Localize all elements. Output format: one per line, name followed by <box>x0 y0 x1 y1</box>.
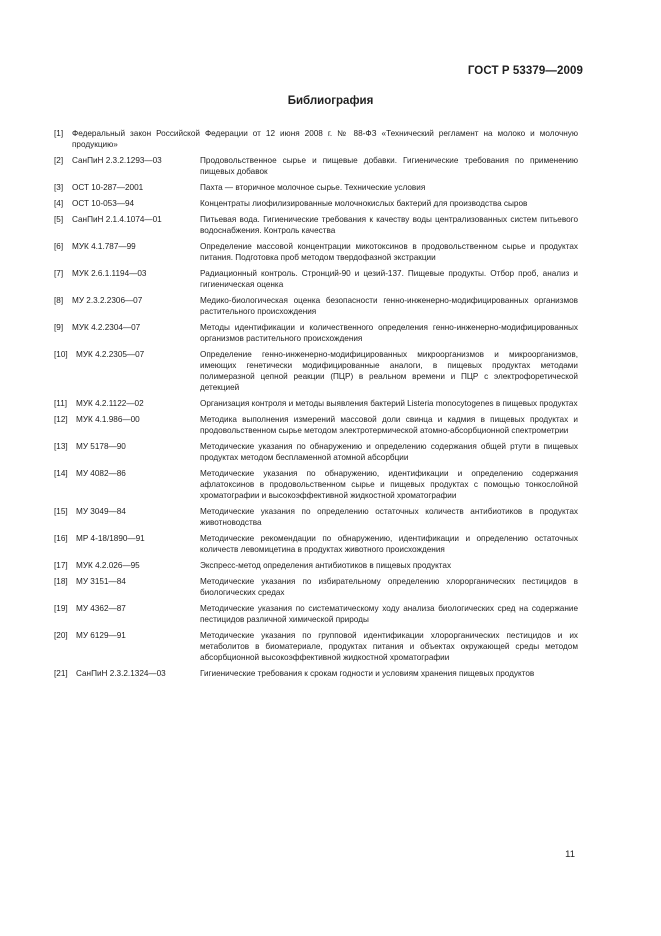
standard-designation: ГОСТ Р 53379—2009 <box>467 65 583 77</box>
entry-text: Радиационный контроль. Стронций-90 и цезий-137. Пищевые продукты. Отбор проб, анализ и гигиеническая оценка <box>200 268 578 289</box>
entry-number: [3] <box>54 183 64 192</box>
entry-number: [11] <box>54 399 68 408</box>
bibliography-entry <box>54 398 578 409</box>
entry-text: Методы идентификации и количественного определения генно-инженерно-модифицированных организмов растительного происхождения <box>200 322 578 343</box>
entry-text: Методика выполнения измерений массовой доли свинца и кадмия в пищевых продуктах и продовольственном сырье методом электротермической атомно-абсорбционной спектрометрии <box>200 414 578 435</box>
entry-number: [13] <box>54 441 68 451</box>
entry-document-code: МУ 5178—90 <box>76 441 126 451</box>
entry-text: Методические указания по групповой идентификации хлорорганических пестицидов и их метаболитов в биоматериале, продуктах питания и объектах окружающей среды методом абсорбционной высокоэффективной жидкостной хроматографии <box>200 630 578 663</box>
bibliography-entry <box>54 214 578 236</box>
entry-number: [18] <box>54 576 68 586</box>
bibliography-entry <box>54 198 578 209</box>
entry-document-code: СанПиН 2.3.2.1324—03 <box>76 669 166 678</box>
bibliography-entry <box>54 603 578 625</box>
entry-document-code: МУК 2.6.1.1194—03 <box>72 268 147 278</box>
entry-number: [4] <box>54 198 64 208</box>
bibliography-entry <box>54 268 578 290</box>
entry-text: Организация контроля и методы выявления бактерий Listeria monocytogenes в пищевых продуктах <box>200 399 578 408</box>
entry-text: Методические указания по избирательному определению хлорорганических пестицидов в биологических средах <box>200 576 578 597</box>
entry-number: [20] <box>54 630 68 640</box>
entry-number: [12] <box>54 414 68 424</box>
entry-text: Определение генно-инженерно-модифицированных микроорганизмов и микроорганизмов, имеющих генетически модифицированные аналоги, в пищевых продуктах методами полимеразной цепной реакции (ПЦР) в реальном времени и ПЦР с электрофоретической детекцией <box>200 349 578 393</box>
entry-text: Концентраты лиофилизированные молочнокислых бактерий для производства сыров <box>200 198 528 208</box>
entry-text: Методические указания по систематическому ходу анализа биологических сред на содержание пестицидов различной химической природы <box>200 603 578 624</box>
entry-document-code: МУ 4082—86 <box>76 468 126 478</box>
bibliography-entry <box>54 182 578 193</box>
entry-number: [16] <box>54 534 68 543</box>
bibliography-entry <box>54 441 578 463</box>
bibliography-entry <box>54 468 578 502</box>
entry-document-code: СанПиН 2.1.4.1074—01 <box>72 214 162 224</box>
entry-number: [2] <box>54 156 64 165</box>
bibliography-entry <box>54 630 578 664</box>
entry-text: Гигиенические требования к срокам годности и условиям хранения пищевых продуктов <box>200 669 535 678</box>
entry-text: Методические указания по обнаружению и определению содержания общей ртути в пищевых продуктах методом беспламенной атомной абсорбции <box>200 441 578 462</box>
entry-document-code: МР 4-18/1890—91 <box>76 534 145 543</box>
entry-text: Питьевая вода. Гигиенические требования к качеству воды централизованных систем питьевого водоснабжения. Контроль качества <box>200 214 578 235</box>
entry-number: [14] <box>54 468 68 478</box>
entry-text: Пахта — вторичное молочное сырье. Технические условия <box>200 183 426 192</box>
entry-text: Медико-биологическая оценка безопасности генно-инженерно-модифицированных организмов растительного происхождения <box>200 295 578 316</box>
entry-document-code: МУ 3049—84 <box>76 507 126 516</box>
entry-document-code: МУК 4.2.2305—07 <box>76 349 145 359</box>
entry-number: [6] <box>54 241 64 251</box>
bibliography-entry <box>54 533 578 555</box>
entry-document-code: ОСТ 10-287—2001 <box>72 183 144 192</box>
entry-number: [9] <box>54 322 64 332</box>
entry-document-code: ОСТ 10-053—94 <box>72 198 135 208</box>
bibliography-entry <box>54 295 578 317</box>
entry-number: [17] <box>54 561 68 570</box>
bibliography-entry <box>54 128 578 150</box>
entry-document-code: МУ 2.3.2.2306—07 <box>72 295 143 305</box>
entry-text: Экспресс-метод определения антибиотиков в пищевых продуктах <box>200 561 452 570</box>
entry-number: [10] <box>54 349 68 359</box>
bibliography-entry <box>54 349 578 394</box>
entry-document-code: МУК 4.1.787—99 <box>72 241 136 251</box>
entry-number: [5] <box>54 214 64 224</box>
entry-document-code: МУК 4.1.986—00 <box>76 414 140 424</box>
bibliography-entry <box>54 576 578 598</box>
bibliography-entry <box>54 155 578 177</box>
entry-number: [1] <box>54 129 64 138</box>
entry-document-code: МУ 3151—84 <box>76 576 126 586</box>
page-number: 11 <box>565 849 575 860</box>
entry-document-code: СанПиН 2.3.2.1293—03 <box>72 156 162 165</box>
bibliography-entry <box>54 506 578 528</box>
entry-number: [21] <box>54 669 68 678</box>
bibliography-entry <box>54 668 578 679</box>
entry-text: Продовольственное сырье и пищевые добавки. Гигиенические требования по применению пищевых добавок <box>200 156 578 177</box>
page-title: Библиография <box>287 95 374 107</box>
entry-document-code: МУК 4.2.2304—07 <box>72 322 141 332</box>
entry-text: Методические рекомендации по обнаружению, идентификации и определению остаточных количеств левомицетина в продуктах животного происхождения <box>200 534 578 555</box>
bibliography-entry <box>54 414 578 436</box>
entry-text: Методические указания по обнаружению, идентификации и определению содержания афлатоксинов в продовольственном сырье и пищевых продуктах с помощью тонкослойной хроматографии и высокоэффективной жидкостной хроматографии <box>200 468 578 501</box>
entry-document-code: МУК 4.2.026—95 <box>76 561 140 570</box>
entry-number: [8] <box>54 295 64 305</box>
entry-text: Определение массовой концентрации микотоксинов в продовольственном сырье и продуктах питания. Подготовка проб методом твердофазной экстракции <box>200 241 578 262</box>
bibliography-entry <box>54 241 578 263</box>
bibliography-entry <box>54 560 578 571</box>
entry-text: Федеральный закон Российской Федерации от 12 июня 2008 г. № 88-ФЗ «Технический регламент на молоко и молочную продукцию» <box>72 129 578 150</box>
entry-text: Методические указания по определению остаточных количеств антибиотиков в продуктах животноводства <box>200 507 578 528</box>
entry-document-code: МУК 4.2.1122—02 <box>76 399 144 408</box>
entry-number: [19] <box>54 603 68 613</box>
bibliography-entry <box>54 322 578 344</box>
entry-document-code: МУ 4362—87 <box>76 603 126 613</box>
entry-document-code: МУ 6129—91 <box>76 630 126 640</box>
bibliography-list <box>54 128 578 684</box>
entry-number: [15] <box>54 507 68 516</box>
entry-number: [7] <box>54 268 64 278</box>
